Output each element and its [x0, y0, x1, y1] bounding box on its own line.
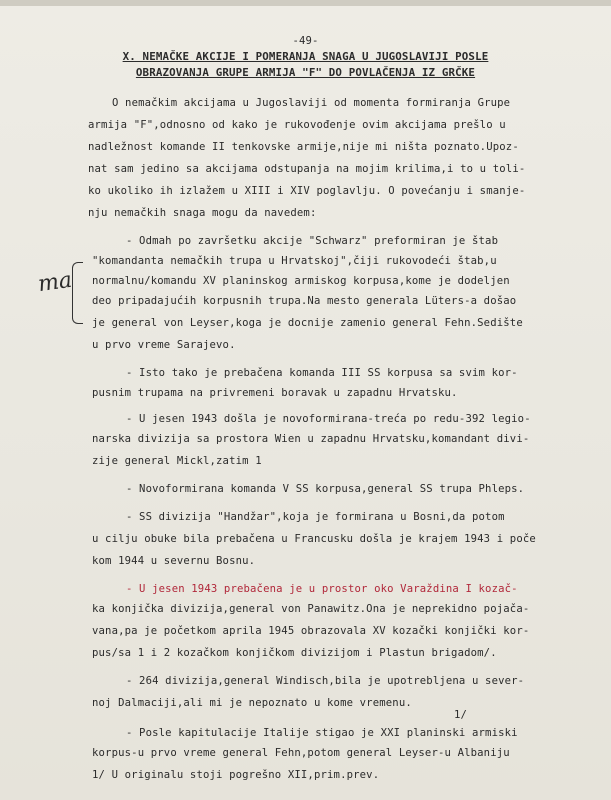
footnote: 1/ U originalu stoji pogrešno XII,prim.prev. — [92, 769, 380, 781]
item-1-line-5: je general von Leyser,koga je docnije zamenio general Fehn.Sedište — [92, 317, 523, 329]
intro-line-3: nadležnost komande II tenkovske armije,nije mi ništa poznato.Upoz- — [88, 141, 519, 153]
intro-line-5: ko ukoliko ih izlažem u XIII i XIV poglavlju. O povećanju i smanje- — [88, 185, 526, 197]
item-1-line-1: - Odmah po završetku akcije "Schwarz" preformiran je štab — [126, 235, 499, 247]
item-4-line-1: - Novoformirana komanda V SS korpusa,general SS trupa Phleps. — [126, 483, 525, 495]
item-7-line-2: noj Dalmaciji,ali mi je nepoznato u kome vremenu. — [92, 697, 412, 709]
item-3-line-1: - U jesen 1943 došla je novoformirana-treća po redu-392 legio- — [126, 413, 531, 425]
intro-line-1: O nemačkim akcijama u Jugoslaviji od momenta formiranja Grupe — [112, 97, 511, 109]
footnote-marker: 1/ — [454, 709, 468, 721]
item-1-line-6: u prvo vreme Sarajevo. — [92, 339, 236, 351]
item-5-line-1: - SS divizija "Handžar",koja je formirana u Bosni,da potom — [126, 511, 505, 523]
item-1-line-4: deo pripadajućih korpusnih trupa.Na mesto generala Lüters-a došao — [92, 295, 517, 307]
item-5-line-3: kom 1944 u severnu Bosnu. — [92, 555, 256, 567]
intro-line-4: nat sam jedino sa akcijama odstupanja na mojim krilima,i to u toli- — [88, 163, 526, 175]
item-7-line-1: - 264 divizija,general Windisch,bila je upotrebljena u sever- — [126, 675, 525, 687]
item-2-line-2: pusnim trupama na privremeni boravak u zapadnu Hrvatsku. — [92, 387, 458, 399]
item-6-line-3: vana,pa je početkom aprila 1945 obrazovala XV kozački konjički kor- — [92, 625, 530, 637]
item-6-line-2: ka konjička divizija,general von Panawitz.Ona je neprekidno pojača- — [92, 603, 530, 615]
margin-handwritten-note: ma — [36, 267, 74, 298]
item-6-line-4: pus/sa 1 i 2 kozačkom konjičkom divizijom i Plastun brigadom/. — [92, 647, 497, 659]
page-number: -49- — [292, 35, 319, 47]
item-6-line-1: - U jesen 1943 prebačena je u prostor oko Varaždina I kozač- — [126, 583, 518, 595]
title-line-2: OBRAZOVANJA GRUPE ARMIJA "F" DO POVLAČENJA IZ GRČKE — [135, 66, 476, 79]
item-8-line-2: korpus-u prvo vreme general Fehn,potom general Leyser-u Albaniju — [92, 747, 510, 759]
item-1-line-3: normalnu/komandu XV planinskog armiskog korpusa,kome je dodeljen — [92, 275, 510, 287]
item-1-line-2: "komandanta nemačkih trupa u Hrvatskoj",čiji rukovodeći štab,u — [92, 255, 497, 267]
item-2-line-1: - Isto tako je prebačena komanda III SS korpusa sa svim kor- — [126, 367, 518, 379]
item-3-line-2: narska divizija sa prostora Wien u zapadnu Hrvatsku,komandant divi- — [92, 433, 530, 445]
title-line-1: X. NEMAČKE AKCIJE I POMERANJA SNAGA U JUGOSLAVIJI POSLE — [122, 50, 489, 63]
page-edge — [0, 0, 611, 6]
item-5-line-2: u cilju obuke bila prebačena u Francusku došla je krajem 1943 i poče — [92, 533, 536, 545]
item-3-line-3: zije general Mickl,zatim 1 — [92, 455, 262, 467]
margin-bracket — [72, 262, 83, 324]
item-8-line-1: - Posle kapitulacije Italije stigao je XXI planinski armiski — [126, 727, 518, 739]
intro-line-2: armija "F",odnosno od kako je rukovođenje ovim akcijama prešlo u — [88, 119, 506, 131]
intro-line-6: nju nemačkih snaga mogu da navedem: — [88, 207, 317, 219]
